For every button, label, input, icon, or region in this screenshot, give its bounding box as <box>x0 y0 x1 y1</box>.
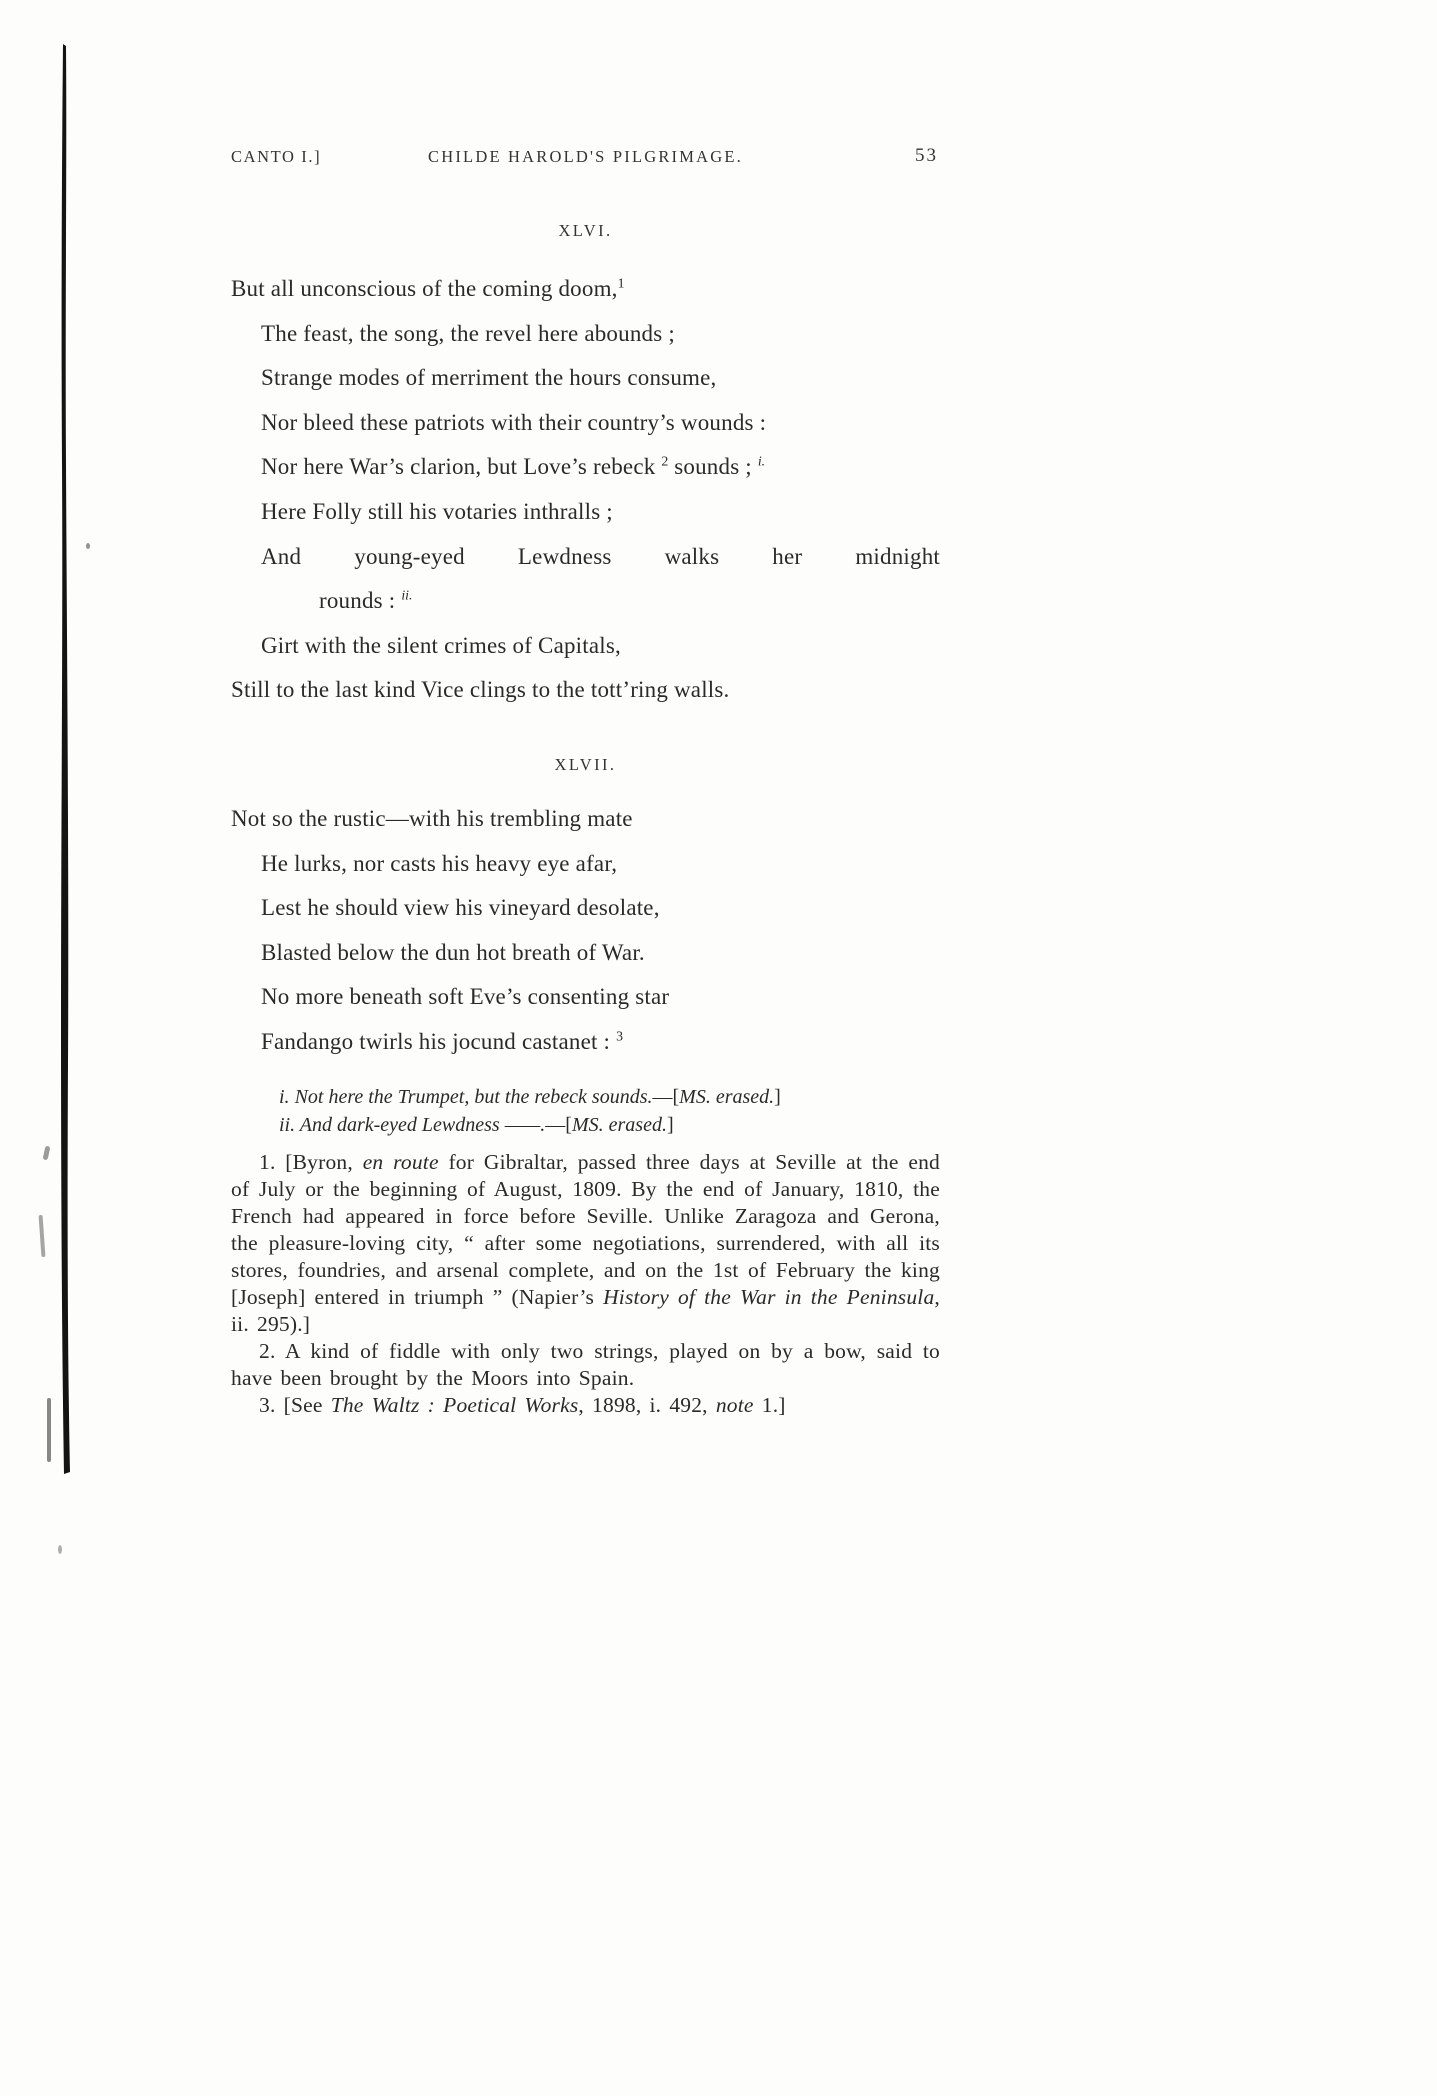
page-header <box>231 147 940 171</box>
poem-line <box>231 842 940 887</box>
text-segment: Not so the rustic—with his trembling mate <box>231 805 633 831</box>
text-segment: Still to the last kind Vice clings to the tott’ring walls. <box>231 677 730 703</box>
poem-line <box>231 975 940 1020</box>
poem-line <box>231 535 940 580</box>
text-segment: And dark-eyed Lewdness ——. <box>299 1113 546 1136</box>
text-segment: —[ <box>652 1085 680 1108</box>
text-segment: Not here the Trumpet, but the rebeck sounds. <box>294 1085 653 1108</box>
scan-binding-mark <box>55 44 77 1474</box>
text-segment: , ii. 295).] <box>231 1284 940 1336</box>
text-segment: ii. <box>279 1113 300 1136</box>
text-segment: Lest he should view his vineyard desolate, <box>261 895 660 921</box>
text-segment: rounds : <box>319 588 402 614</box>
footnote <box>231 1338 940 1392</box>
poem-line <box>231 490 940 535</box>
scan-speck <box>58 1545 62 1554</box>
text-segment: Nor bleed these patriots with their country’s wounds : <box>261 409 767 435</box>
stanza-xlvii-heading: XLVII. <box>554 754 617 774</box>
scan-speck <box>39 1215 46 1257</box>
text-segment: —[ <box>545 1113 572 1136</box>
poem-line <box>231 624 940 669</box>
poem-line <box>231 797 940 842</box>
text-segment: And young-eyed Lewdness walks her midnight <box>261 543 940 569</box>
text-segment: Fandango twirls his jocund castanet : <box>261 1028 617 1054</box>
text-segment: History of the War in the Peninsula <box>603 1284 935 1309</box>
book-page <box>231 147 940 1419</box>
text-segment: Blasted below the dun hot breath of War. <box>261 939 645 965</box>
scan-speck <box>86 543 90 549</box>
text-segment: But all unconscious of the coming doom, <box>231 276 618 301</box>
poem-line <box>231 445 940 490</box>
footnote-reference-marker: i. <box>757 453 766 469</box>
poem-line <box>231 356 940 401</box>
scan-speck <box>43 1146 51 1161</box>
stanza-xlvi-lines <box>231 267 940 713</box>
text-segment: He lurks, nor casts his heavy eye afar, <box>261 850 618 876</box>
text-segment: note <box>715 1392 754 1417</box>
text-segment: i. <box>279 1085 295 1108</box>
text-segment: MS. erased. <box>571 1113 667 1136</box>
footnote-reference-marker: 2 <box>661 453 669 469</box>
text-segment: The feast, the song, the revel here abounds ; <box>261 320 675 346</box>
text-segment: Here Folly still his votaries inthralls ; <box>261 498 613 524</box>
variant-note <box>279 1083 940 1111</box>
footnote <box>231 1149 940 1338</box>
scan-speck <box>47 1398 51 1462</box>
text-segment: Nor here War’s clarion, but Love’s rebeck <box>261 454 662 480</box>
stanza-xlvii-lines <box>231 797 940 1065</box>
text-segment: ] <box>774 1085 781 1108</box>
binding-streak-shape <box>55 44 77 1474</box>
poem-line <box>231 1020 940 1065</box>
poem-line <box>231 312 940 357</box>
text-segment: ] <box>666 1113 674 1136</box>
text-segment: 1. [Byron, <box>259 1149 363 1174</box>
text-segment: en route <box>362 1149 439 1174</box>
poem-line <box>231 401 940 446</box>
poem-line <box>231 668 940 713</box>
stanza-xlvii <box>231 755 940 1065</box>
text-segment: Strange modes of merriment the hours consume, <box>261 365 717 391</box>
variant-notes <box>231 1083 940 1139</box>
footnote-reference-marker: ii. <box>401 587 413 603</box>
footnote-reference-marker: 3 <box>616 1028 623 1044</box>
poem-line <box>231 267 940 312</box>
footnote <box>231 1392 940 1419</box>
footnote-reference-marker: 1 <box>617 275 625 291</box>
text-segment: for Gibraltar, passed three days at Seville at the end of July or the beginning of August, 1809. By the end of January, 1810, the French had appeared in force before Seville. Unlike Zaragoza and Gerona, the pleasure-loving city, “ after some negotiations, surrendered, with all its stores, foundries, and arsenal complete, and on the 1st of February the king [Joseph] entered in triumph ” (Napier’s <box>231 1149 940 1309</box>
footnotes <box>231 1149 940 1419</box>
text-segment: 2. A kind of fiddle with only two strings, played on by a bow, said to have been brought by the Moors into Spain. <box>231 1338 940 1390</box>
page-number: 53 <box>915 145 938 166</box>
text-segment: MS. erased. <box>679 1085 775 1108</box>
text-segment: 1.] <box>753 1392 786 1417</box>
poem-line <box>231 886 940 931</box>
stanza-xlvi-heading: XLVI. <box>558 221 613 240</box>
poem-line <box>231 931 940 976</box>
poem-line <box>231 579 940 624</box>
text-segment: Girt with the silent crimes of Capitals, <box>261 632 621 658</box>
canto-label: CANTO I.] <box>231 147 322 166</box>
variant-note <box>279 1111 940 1139</box>
stanza-xlvi <box>231 221 940 713</box>
text-segment: No more beneath soft Eve’s consenting star <box>261 984 670 1010</box>
text-segment: 3. [See <box>259 1392 331 1417</box>
text-segment: , 1898, i. 492, <box>578 1392 716 1417</box>
text-segment: The Waltz : Poetical Works <box>330 1392 579 1417</box>
running-title: CHILDE HAROLD'S PILGRIMAGE. <box>428 147 743 166</box>
text-segment: sounds ; <box>668 454 758 480</box>
